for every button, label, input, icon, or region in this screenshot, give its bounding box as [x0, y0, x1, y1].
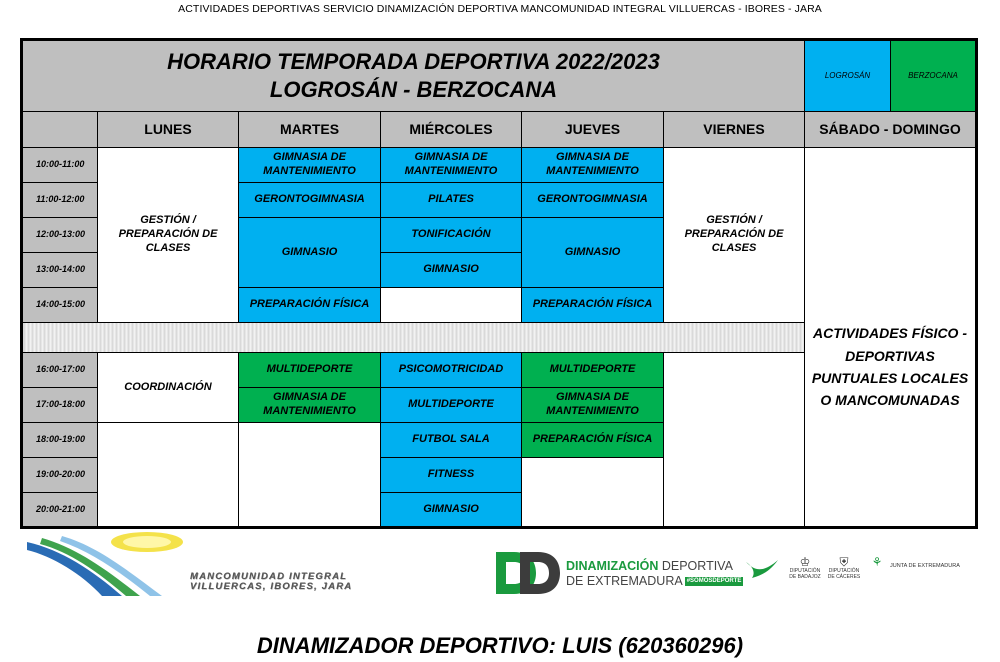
martes-gimnasio: GIMNASIO [239, 218, 381, 288]
time-slot: 20:00-21:00 [22, 493, 98, 528]
miercoles-gimnasia-mantenimiento: GIMNASIA DE MANTENIMIENTO [381, 148, 522, 183]
martes-multideporte: MULTIDEPORTE [239, 353, 381, 388]
weekend-activities [805, 148, 977, 528]
diputacion-caceres-label: DIPUTACIÓN DE CÁCERES [827, 568, 861, 580]
viernes-gestion: GESTIÓN / PREPARACIÓN DE CLASES [664, 148, 805, 323]
miercoles-futbol-sala: FUTBOL SALA [381, 423, 522, 458]
time-slot: 11:00-12:00 [22, 183, 98, 218]
page-caption: ACTIVIDADES DEPORTIVAS SERVICIO DINAMIZACIÓN DEPORTIVA MANCOMUNIDAD INTEGRAL VILLUERCAS - IBORES - JARA [178, 3, 822, 15]
diputacion-caceres [826, 556, 862, 580]
martes-gerontogimnasia: GERONTOGIMNASIA [239, 183, 381, 218]
jueves-gimnasia-mantenimiento-tarde: GIMNASIA DE MANTENIMIENTO [522, 388, 664, 423]
jueves-multideporte: MULTIDEPORTE [522, 353, 664, 388]
header-jueves: JUEVES [522, 112, 664, 148]
diputacion-badajoz-label: DIPUTACIÓN DE BADAJOZ [789, 568, 821, 580]
header-lunes: LUNES [98, 112, 239, 148]
diputacion-badajoz [788, 556, 822, 580]
jueves-preparacion-fisica: PREPARACIÓN FÍSICA [522, 288, 664, 323]
time-slot: 14:00-15:00 [22, 288, 98, 323]
legend-berzocana: BERZOCANA [891, 40, 977, 112]
jueves-gimnasia-mantenimiento: GIMNASIA DE MANTENIMIENTO [522, 148, 664, 183]
header-viernes: VIERNES [664, 112, 805, 148]
lunch-break-divider [22, 323, 805, 353]
dd-brand-rest: DEPORTIVA [661, 559, 733, 573]
jueves-gerontogimnasia: GERONTOGIMNASIA [522, 183, 664, 218]
crown-icon: ♔ [799, 555, 811, 569]
martes-evening-empty [239, 423, 381, 528]
people-icon: ⚘ [871, 555, 883, 569]
bird-icon [744, 556, 780, 580]
title-line-2: LOGROSÁN - BERZOCANA [269, 77, 558, 102]
jueves-gimnasio: GIMNASIO [522, 218, 664, 288]
miercoles-empty [381, 288, 522, 323]
dd-badge: #SOMOSDEPORTE [685, 577, 744, 586]
mancomunidad-line-2: VILLUERCAS, IBORES, JARA [190, 581, 353, 593]
dd-brand-green: DINAMIZACIÓN [566, 559, 659, 573]
time-slot: 19:00-20:00 [22, 458, 98, 493]
lunes-gestion: GESTIÓN / PREPARACIÓN DE CLASES [98, 148, 239, 323]
jueves-preparacion-fisica-tarde: PREPARACIÓN FÍSICA [522, 423, 664, 458]
dd-brand-line-2: DE EXTREMADURA [566, 574, 683, 588]
miercoles-psicomotricidad: PSICOMOTRICIDAD [381, 353, 522, 388]
mancomunidad-line-1: MANCOMUNIDAD INTEGRAL [190, 571, 348, 582]
header-weekend: SÁBADO - DOMINGO [805, 112, 977, 148]
time-slot: 10:00-11:00 [22, 148, 98, 183]
viernes-afternoon-empty [664, 353, 805, 528]
miercoles-tonificacion: TONIFICACIÓN [381, 218, 522, 253]
header-miercoles: MIÉRCOLES [381, 112, 522, 148]
jueves-evening-empty [522, 458, 664, 528]
schedule-table [20, 38, 978, 529]
time-slot: 12:00-13:00 [22, 218, 98, 253]
schedule-title [22, 40, 805, 112]
title-line-1: HORARIO TEMPORADA DEPORTIVA 2022/2023 [167, 48, 660, 74]
header-corner [22, 112, 98, 148]
lunes-coordinacion: COORDINACIÓN [98, 353, 239, 423]
lunes-evening-empty [98, 423, 239, 528]
time-slot: 17:00-18:00 [22, 388, 98, 423]
footer [0, 530, 1000, 662]
mancomunidad-logo-icon [22, 530, 192, 600]
miercoles-fitness: FITNESS [381, 458, 522, 493]
shield-icon: ⛨ [839, 555, 849, 569]
time-slot: 18:00-19:00 [22, 423, 98, 458]
header-martes: MARTES [239, 112, 381, 148]
miercoles-gimnasio-tarde: GIMNASIO [381, 493, 522, 528]
time-slot: 16:00-17:00 [22, 353, 98, 388]
weekend-activities-text: ACTIVIDADES FÍSICO - DEPORTIVAS PUNTUALES LOCALES O MANCOMUNADAS [811, 325, 969, 409]
dd-logo-icon [494, 548, 564, 598]
miercoles-multideporte: MULTIDEPORTE [381, 388, 522, 423]
junta-emblem [866, 556, 888, 569]
legend-logrosan: LOGROSÁN [805, 40, 891, 112]
mancomunidad-name [190, 572, 470, 593]
time-slot: 13:00-14:00 [22, 253, 98, 288]
miercoles-pilates: PILATES [381, 183, 522, 218]
martes-gimnasia-mantenimiento-tarde: GIMNASIA DE MANTENIMIENTO [239, 388, 381, 423]
martes-gimnasia-mantenimiento: GIMNASIA DE MANTENIMIENTO [239, 148, 381, 183]
miercoles-gimnasio: GIMNASIO [381, 253, 522, 288]
junta-extremadura-label: JUNTA DE EXTREMADURA [890, 563, 960, 569]
martes-preparacion-fisica: PREPARACIÓN FÍSICA [239, 288, 381, 323]
dd-brand-text [566, 559, 743, 589]
contact-line: DINAMIZADOR DEPORTIVO: LUIS (620360296) [256, 633, 744, 658]
